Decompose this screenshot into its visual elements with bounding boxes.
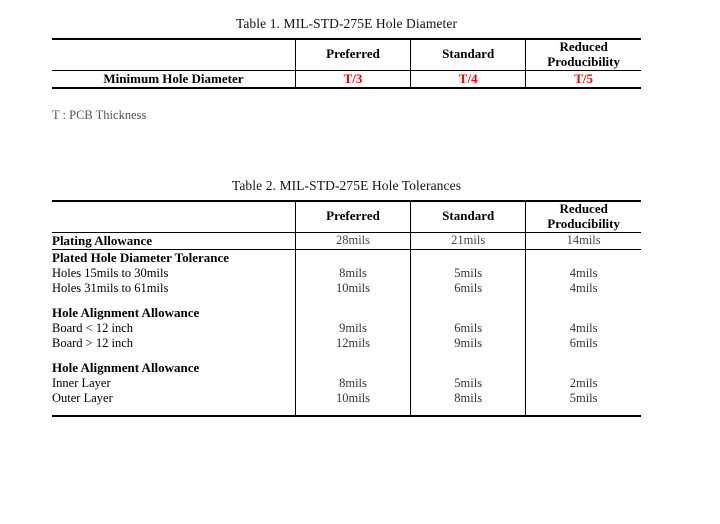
table-1-row-label: Minimum Hole Diameter bbox=[52, 70, 295, 88]
table-row bbox=[52, 391, 641, 406]
table-2-header-blank bbox=[52, 201, 295, 232]
table-spacer-row bbox=[52, 406, 641, 416]
row-value-preferred: 28mils bbox=[295, 232, 410, 249]
table-2-header-reduced bbox=[526, 201, 641, 232]
table-spacer-row bbox=[52, 296, 641, 305]
row-value-preferred: 12mils bbox=[295, 336, 410, 351]
table-1-header-preferred bbox=[295, 39, 410, 70]
spacer-cell bbox=[411, 351, 526, 360]
spacer-cell bbox=[411, 296, 526, 305]
row-value-standard: 8mils bbox=[411, 391, 526, 406]
row-label-inner-layer: Inner Layer bbox=[52, 375, 111, 390]
row-label-holes-15-30: Holes 15mils to 30mils bbox=[52, 265, 169, 280]
row-value-preferred: 9mils bbox=[295, 321, 410, 336]
table-2-header-preferred bbox=[295, 201, 410, 232]
row-value-preferred: 8mils bbox=[295, 376, 410, 391]
table-1-row-reduced: T/5 bbox=[526, 70, 641, 88]
row-value-standard: 5mils bbox=[411, 266, 526, 281]
table-2-header-preferred-line1: Preferred bbox=[326, 208, 380, 224]
row-value-reduced bbox=[526, 360, 641, 376]
table-2-header-standard bbox=[411, 201, 526, 232]
table-row bbox=[52, 266, 641, 281]
row-label-board-gt-12: Board > 12 inch bbox=[52, 335, 133, 350]
row-label-holes-31-61: Holes 31mils to 61mils bbox=[52, 280, 169, 295]
row-value-reduced: 4mils bbox=[526, 321, 641, 336]
spacer-cell bbox=[52, 406, 295, 416]
table-1-row-standard: T/4 bbox=[411, 70, 526, 88]
row-label-outer-layer: Outer Layer bbox=[52, 390, 113, 405]
spacer-cell bbox=[411, 406, 526, 416]
table-1-header-reduced-line2: Producibility bbox=[547, 53, 620, 69]
table-2-header-row bbox=[52, 201, 641, 232]
table-row bbox=[52, 336, 641, 351]
table-2-header-reduced-line1: Reduced bbox=[559, 201, 608, 216]
table-1-footnote: T : PCB Thickness bbox=[52, 108, 147, 122]
row-value-preferred bbox=[295, 305, 410, 321]
row-label-hole-alignment-allowance-layer: Hole Alignment Allowance bbox=[52, 359, 200, 375]
row-value-standard: 6mils bbox=[411, 281, 526, 296]
table-row bbox=[52, 281, 641, 296]
table-1-header-preferred-line1: Preferred bbox=[326, 46, 380, 62]
row-value-standard: 6mils bbox=[411, 321, 526, 336]
row-value-standard bbox=[411, 360, 526, 376]
row-value-preferred: 10mils bbox=[295, 281, 410, 296]
table-row bbox=[52, 360, 641, 376]
table-2-block bbox=[52, 178, 641, 417]
table-1-header-blank bbox=[52, 39, 295, 70]
row-value-preferred: 10mils bbox=[295, 391, 410, 406]
table-1-header-standard bbox=[411, 39, 526, 70]
row-value-reduced: 2mils bbox=[526, 376, 641, 391]
row-label-board-lt-12: Board < 12 inch bbox=[52, 320, 133, 335]
table-spacer-row bbox=[52, 351, 641, 360]
row-value-reduced bbox=[526, 249, 641, 266]
table-1-header-standard-line1: Standard bbox=[442, 46, 495, 62]
table-1-header-row bbox=[52, 39, 641, 70]
row-value-standard: 21mils bbox=[411, 232, 526, 249]
spacer-cell bbox=[526, 351, 641, 360]
table-row bbox=[52, 232, 641, 249]
row-value-standard bbox=[411, 249, 526, 266]
row-value-standard bbox=[411, 305, 526, 321]
row-label-hole-alignment-allowance-board: Hole Alignment Allowance bbox=[52, 304, 200, 320]
row-value-reduced: 14mils bbox=[526, 232, 641, 249]
table-1-row-preferred: T/3 bbox=[295, 70, 410, 88]
table-row bbox=[52, 321, 641, 336]
spacer-cell bbox=[295, 351, 410, 360]
row-value-preferred: 8mils bbox=[295, 266, 410, 281]
row-label-plating-allowance: Plating Allowance bbox=[52, 232, 295, 249]
row-label-plated-hole-diameter-tolerance: Plated Hole Diameter Tolerance bbox=[52, 249, 230, 265]
row-value-preferred bbox=[295, 360, 410, 376]
table-1-caption: Table 1. MIL-STD-275E Hole Diameter bbox=[235, 16, 458, 31]
table-1-block bbox=[52, 16, 641, 89]
row-value-reduced: 4mils bbox=[526, 266, 641, 281]
spacer-cell bbox=[52, 351, 295, 360]
row-value-reduced bbox=[526, 305, 641, 321]
spacer-cell bbox=[52, 296, 295, 305]
spacer-cell bbox=[526, 406, 641, 416]
row-value-reduced: 5mils bbox=[526, 391, 641, 406]
table-1 bbox=[52, 38, 641, 89]
table-row bbox=[52, 376, 641, 391]
row-value-standard: 9mils bbox=[411, 336, 526, 351]
table-2-header-standard-line1: Standard bbox=[442, 208, 495, 224]
table-row bbox=[52, 249, 641, 266]
spacer-cell bbox=[295, 406, 410, 416]
table-2-header-reduced-line2: Producibility bbox=[547, 215, 620, 231]
spacer-cell bbox=[295, 296, 410, 305]
table-1-header-reduced bbox=[526, 39, 641, 70]
row-value-standard: 5mils bbox=[411, 376, 526, 391]
table-2-caption: Table 2. MIL-STD-275E Hole Tolerances bbox=[231, 178, 462, 193]
table-2 bbox=[52, 200, 641, 417]
spacer-cell bbox=[526, 296, 641, 305]
table-1-header-reduced-line1: Reduced bbox=[559, 39, 608, 54]
table-row bbox=[52, 305, 641, 321]
table-row bbox=[52, 70, 641, 88]
row-value-preferred bbox=[295, 249, 410, 266]
row-value-reduced: 6mils bbox=[526, 336, 641, 351]
row-value-reduced: 4mils bbox=[526, 281, 641, 296]
